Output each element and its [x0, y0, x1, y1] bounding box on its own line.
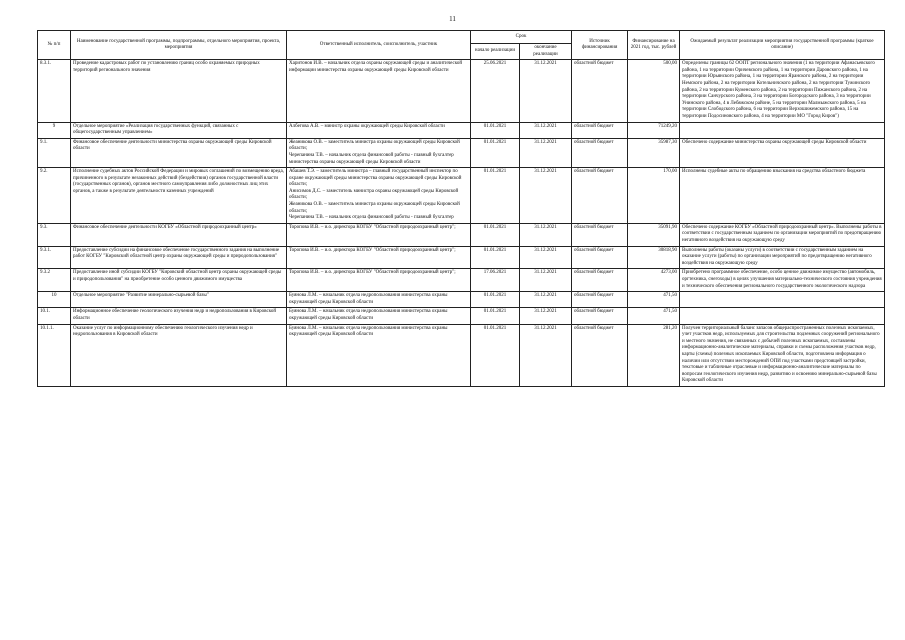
- cell-executor: Буянова Л.М. – начальник отдела недропользования министерства охраны окружающей среды Кировской области: [287, 292, 471, 308]
- cell-name: Предоставление субсидии на финансовое обеспечение государственного задания на выполнение работ КОГБУ "Кировский областной центр охраны окружающей среды и природопользования": [71, 246, 287, 269]
- header-financing: Финансирование на 2021 год, тыс. рублей: [628, 31, 680, 60]
- cell-start: 01.01.2021: [471, 308, 520, 324]
- header-name: Наименование государственной программы, подпрограммы, отдельного мероприятия, проекта, мероприятия: [71, 31, 287, 60]
- header-result: Ожидаемый результат реализации мероприятия государственной программы (краткое описание): [680, 31, 885, 60]
- cell-start: 01.01.2021: [471, 324, 520, 386]
- cell-executor: Харитонов И.В. – начальник отдела охраны окружающей среды и аналитической информации министерства охраны окружающей среды Кировской области: [287, 60, 471, 122]
- cell-source: областной бюджет: [572, 292, 628, 308]
- cell-amount: 35091,90: [628, 223, 680, 246]
- cell-start: 01.01.2021: [471, 246, 520, 269]
- cell-end: 31.12.2021: [520, 223, 572, 246]
- table-body: [38, 60, 885, 387]
- cell-amount: 471,50: [628, 308, 680, 324]
- cell-amount: 30818,90: [628, 246, 680, 269]
- cell-end: 31.12.2021: [520, 292, 572, 308]
- header-term: Срок: [471, 31, 572, 44]
- cell-num: 9.3.2: [38, 269, 71, 292]
- cell-num: 10: [38, 292, 71, 308]
- program-table: [37, 30, 885, 387]
- cell-num: 9: [38, 122, 71, 138]
- cell-result: Обеспечено содержание министерства охраны окружающей среды Кировской области: [680, 138, 885, 167]
- cell-start: 01.01.2021: [471, 168, 520, 224]
- header-num: № п/п: [38, 31, 71, 60]
- cell-amount: 281,20: [628, 324, 680, 386]
- cell-result: Выполнены работы (оказаны услуги) в соответствии с государственным заданием на оказание услуги (работы) по организации мероприятий по предотвращению негативного воздействия на окружающую среду: [680, 246, 885, 269]
- cell-executor: Торопова И.В. – и.о. директора КОГБУ "Областной природоохранный центр";: [287, 269, 471, 292]
- cell-num: 10.1.1.: [38, 324, 71, 386]
- cell-start: 25.06.2021: [471, 60, 520, 122]
- cell-source: областной бюджет: [572, 138, 628, 167]
- cell-start: 17.06.2021: [471, 269, 520, 292]
- cell-source: областной бюджет: [572, 269, 628, 292]
- cell-start: 01.01.2021: [471, 138, 520, 167]
- cell-end: 31.12.2021: [520, 168, 572, 224]
- cell-start: 01.01.2021: [471, 223, 520, 246]
- table-row: [38, 223, 885, 246]
- cell-num: 9.2.: [38, 168, 71, 224]
- cell-result: [680, 292, 885, 308]
- cell-name: Оказание услуг по информационному обеспечению геологического изучения недр и недропользования в Кировской области: [71, 324, 287, 386]
- cell-name: Финансовое обеспечение деятельности министерства охраны окружающей среды Кировской области: [71, 138, 287, 167]
- cell-num: 8.3.1.: [38, 60, 71, 122]
- header-end: окончание реализации: [520, 44, 572, 60]
- table-row: [38, 168, 885, 224]
- table-row: [38, 269, 885, 292]
- cell-name: Финансовое обеспечение деятельности КОГБУ «Областной природоохранный центр»: [71, 223, 287, 246]
- cell-end: 31.12.2021: [520, 138, 572, 167]
- table-row: [38, 246, 885, 269]
- cell-source: областной бюджет: [572, 223, 628, 246]
- cell-end: 31.12.2021: [520, 308, 572, 324]
- cell-source: областной бюджет: [572, 324, 628, 386]
- cell-executor: Торопова И.В. – и.о. директора КОГБУ "Областной природоохранный центр";: [287, 223, 471, 246]
- table-row: [38, 122, 885, 138]
- table-row: [38, 60, 885, 122]
- cell-executor: Буянова Л.М. – начальник отдела недропользования министерства охраны окружающей среды Кировской области: [287, 308, 471, 324]
- cell-end: 31.12.2021: [520, 122, 572, 138]
- cell-source: областной бюджет: [572, 122, 628, 138]
- cell-result: [680, 308, 885, 324]
- cell-name: Проведение кадастровых работ по установлению границ особо охраняемых природных территорий регионального значения: [71, 60, 287, 122]
- table-row: [38, 308, 885, 324]
- cell-amount: 170,00: [628, 168, 680, 224]
- cell-num: 9.3.1.: [38, 246, 71, 269]
- cell-source: областной бюджет: [572, 246, 628, 269]
- cell-executor: Абашев Т.Э. – заместитель министра – главный государственный инспектор по охране окружающей среды министерства охраны окружающей среды Кировской области; Анисимов Д.С. – заместитель министра охраны окружающей среды Кировской области; Жеаникова О.В. – заместитель министра охраны окружающей среды Кировской области; Черепанина Т.В. – начальник отдела финансовой работы - главный бухгалтер: [287, 168, 471, 224]
- header-executor: Ответственный исполнитель, соисполнитель, участник: [287, 31, 471, 60]
- cell-amount: 4273,00: [628, 269, 680, 292]
- table-row: [38, 324, 885, 386]
- cell-name: Исполнение судебных актов Российской Федерации и мировых соглашений по возмещению вреда, причиненного в результате незаконных действий (бездействия) органов государственной власти (государственных органов), органов местного самоуправления либо должностных лиц этих органов, а также в результате деятельности казенных учреждений: [71, 168, 287, 224]
- cell-executor: Торопова И.В. – и.о. директора КОГБУ "Областной природоохранный центр";: [287, 246, 471, 269]
- cell-num: 9.3.: [38, 223, 71, 246]
- cell-result: Приобретено программное обеспечение, особо ценное движимое имущество (автомобиль, оргтехника, снегоходы) в целях улучшения материально-технического состояния учреждения и технического обеспечения регионального государственного экологического надзора: [680, 269, 885, 292]
- cell-name: Отдельное мероприятие "Развитие минерально-сырьевой базы": [71, 292, 287, 308]
- cell-end: 31.12.2021: [520, 60, 572, 122]
- cell-num: 9.1.: [38, 138, 71, 167]
- cell-source: областной бюджет: [572, 60, 628, 122]
- cell-executor: Жеаникова О.В. – заместитель министра охраны окружающей среды Кировской области; Черепанина Т.В. – начальник отдела финансовой работы - главный бухгалтер министерства охраны окружающей среды Кировской области: [287, 138, 471, 167]
- cell-num: 10.1.: [38, 308, 71, 324]
- table-row: [38, 292, 885, 308]
- cell-result: Определены границы 62 ООПТ регионального значения (1 на территории Афанасьевского района, 1 на территории Оричевского района, 1 на территории Даровского района, 1 на территории Юрьянского района, 1 на территории Яранского района, 2 на территории Немского района, 2 на территории Котельничского района, 2 на территории Тужинского района, 2 на территории Куменского района, 2 на территории Пижанского района, 2 на территории Санчурского района, 3 на территории Богородского района, 3 на территории Унинского района, 4 в Лебяжском районе, 5 на территории Малмыжского района, 5 на территории Слободского района, 6 на территории Верхошижемского района, 15 на территории Подосиновского района, 4 на территории МО "Город Киров"): [680, 60, 885, 122]
- cell-executor: Албегова А.В. – министр охраны окружающей среды Кировской области: [287, 122, 471, 138]
- cell-result: Обеспечено содержание КОГБУ «Областной природоохранный центр». Выполнены работы в соответствии с государственным заданием по организации мероприятий по предотвращению негативного воздействия на окружающую среду: [680, 223, 885, 246]
- cell-result: [680, 122, 885, 138]
- cell-amount: 71249,20: [628, 122, 680, 138]
- cell-amount: 471,50: [628, 292, 680, 308]
- header-source: Источник финансирования: [572, 31, 628, 60]
- cell-result: Получен территориальный баланс запасов общераспространенных полезных ископаемых, учет участков недр, используемых для строительства подземных сооружений регионального и местного значения, не связанных с добычей полезных ископаемых, составлены информационно-аналитические материалы, справки и схемы расположения участков недр, карты (схемы) полезных ископаемых Кировской области, подготовлена информация о наличии или отсутствии месторождений ОПИ под участками предстоящей застройки, текстовые и табличные отраслевые и информационно-аналитические материалы по вопросам геологического изучения недр, развитию и освоению минерально-сырьевой базы Кировской области: [680, 324, 885, 386]
- cell-end: 31.12.2021: [520, 269, 572, 292]
- cell-source: областной бюджет: [572, 308, 628, 324]
- table-row: [38, 138, 885, 167]
- page-number: 11: [449, 15, 456, 23]
- cell-source: областной бюджет: [572, 168, 628, 224]
- cell-end: 31.12.2021: [520, 324, 572, 386]
- cell-amount: 500,00: [628, 60, 680, 122]
- cell-end: 31.12.2021: [520, 246, 572, 269]
- cell-name: Отдельное мероприятие «Реализация государственных функций, связанных с общегосударственным управлением»: [71, 122, 287, 138]
- header-start: начало реализации: [471, 44, 520, 60]
- cell-amount: 35987,30: [628, 138, 680, 167]
- cell-executor: Буянова Л.М. – начальник отдела недропользования министерства охраны окружающей среды Кировской области: [287, 324, 471, 386]
- cell-name: Предоставление иной субсидии КОГБУ "Кировский областной центр охраны окружающей среды и природопользования" на приобретение особо ценного движимого имущества: [71, 269, 287, 292]
- cell-result: Исполнены судебные акты по обращению взыскания на средства областного бюджета: [680, 168, 885, 224]
- cell-start: 01.01.2021: [471, 122, 520, 138]
- cell-name: Информационное обеспечение геологического изучения недр и недропользования в Кировской области: [71, 308, 287, 324]
- cell-start: 01.01.2021: [471, 292, 520, 308]
